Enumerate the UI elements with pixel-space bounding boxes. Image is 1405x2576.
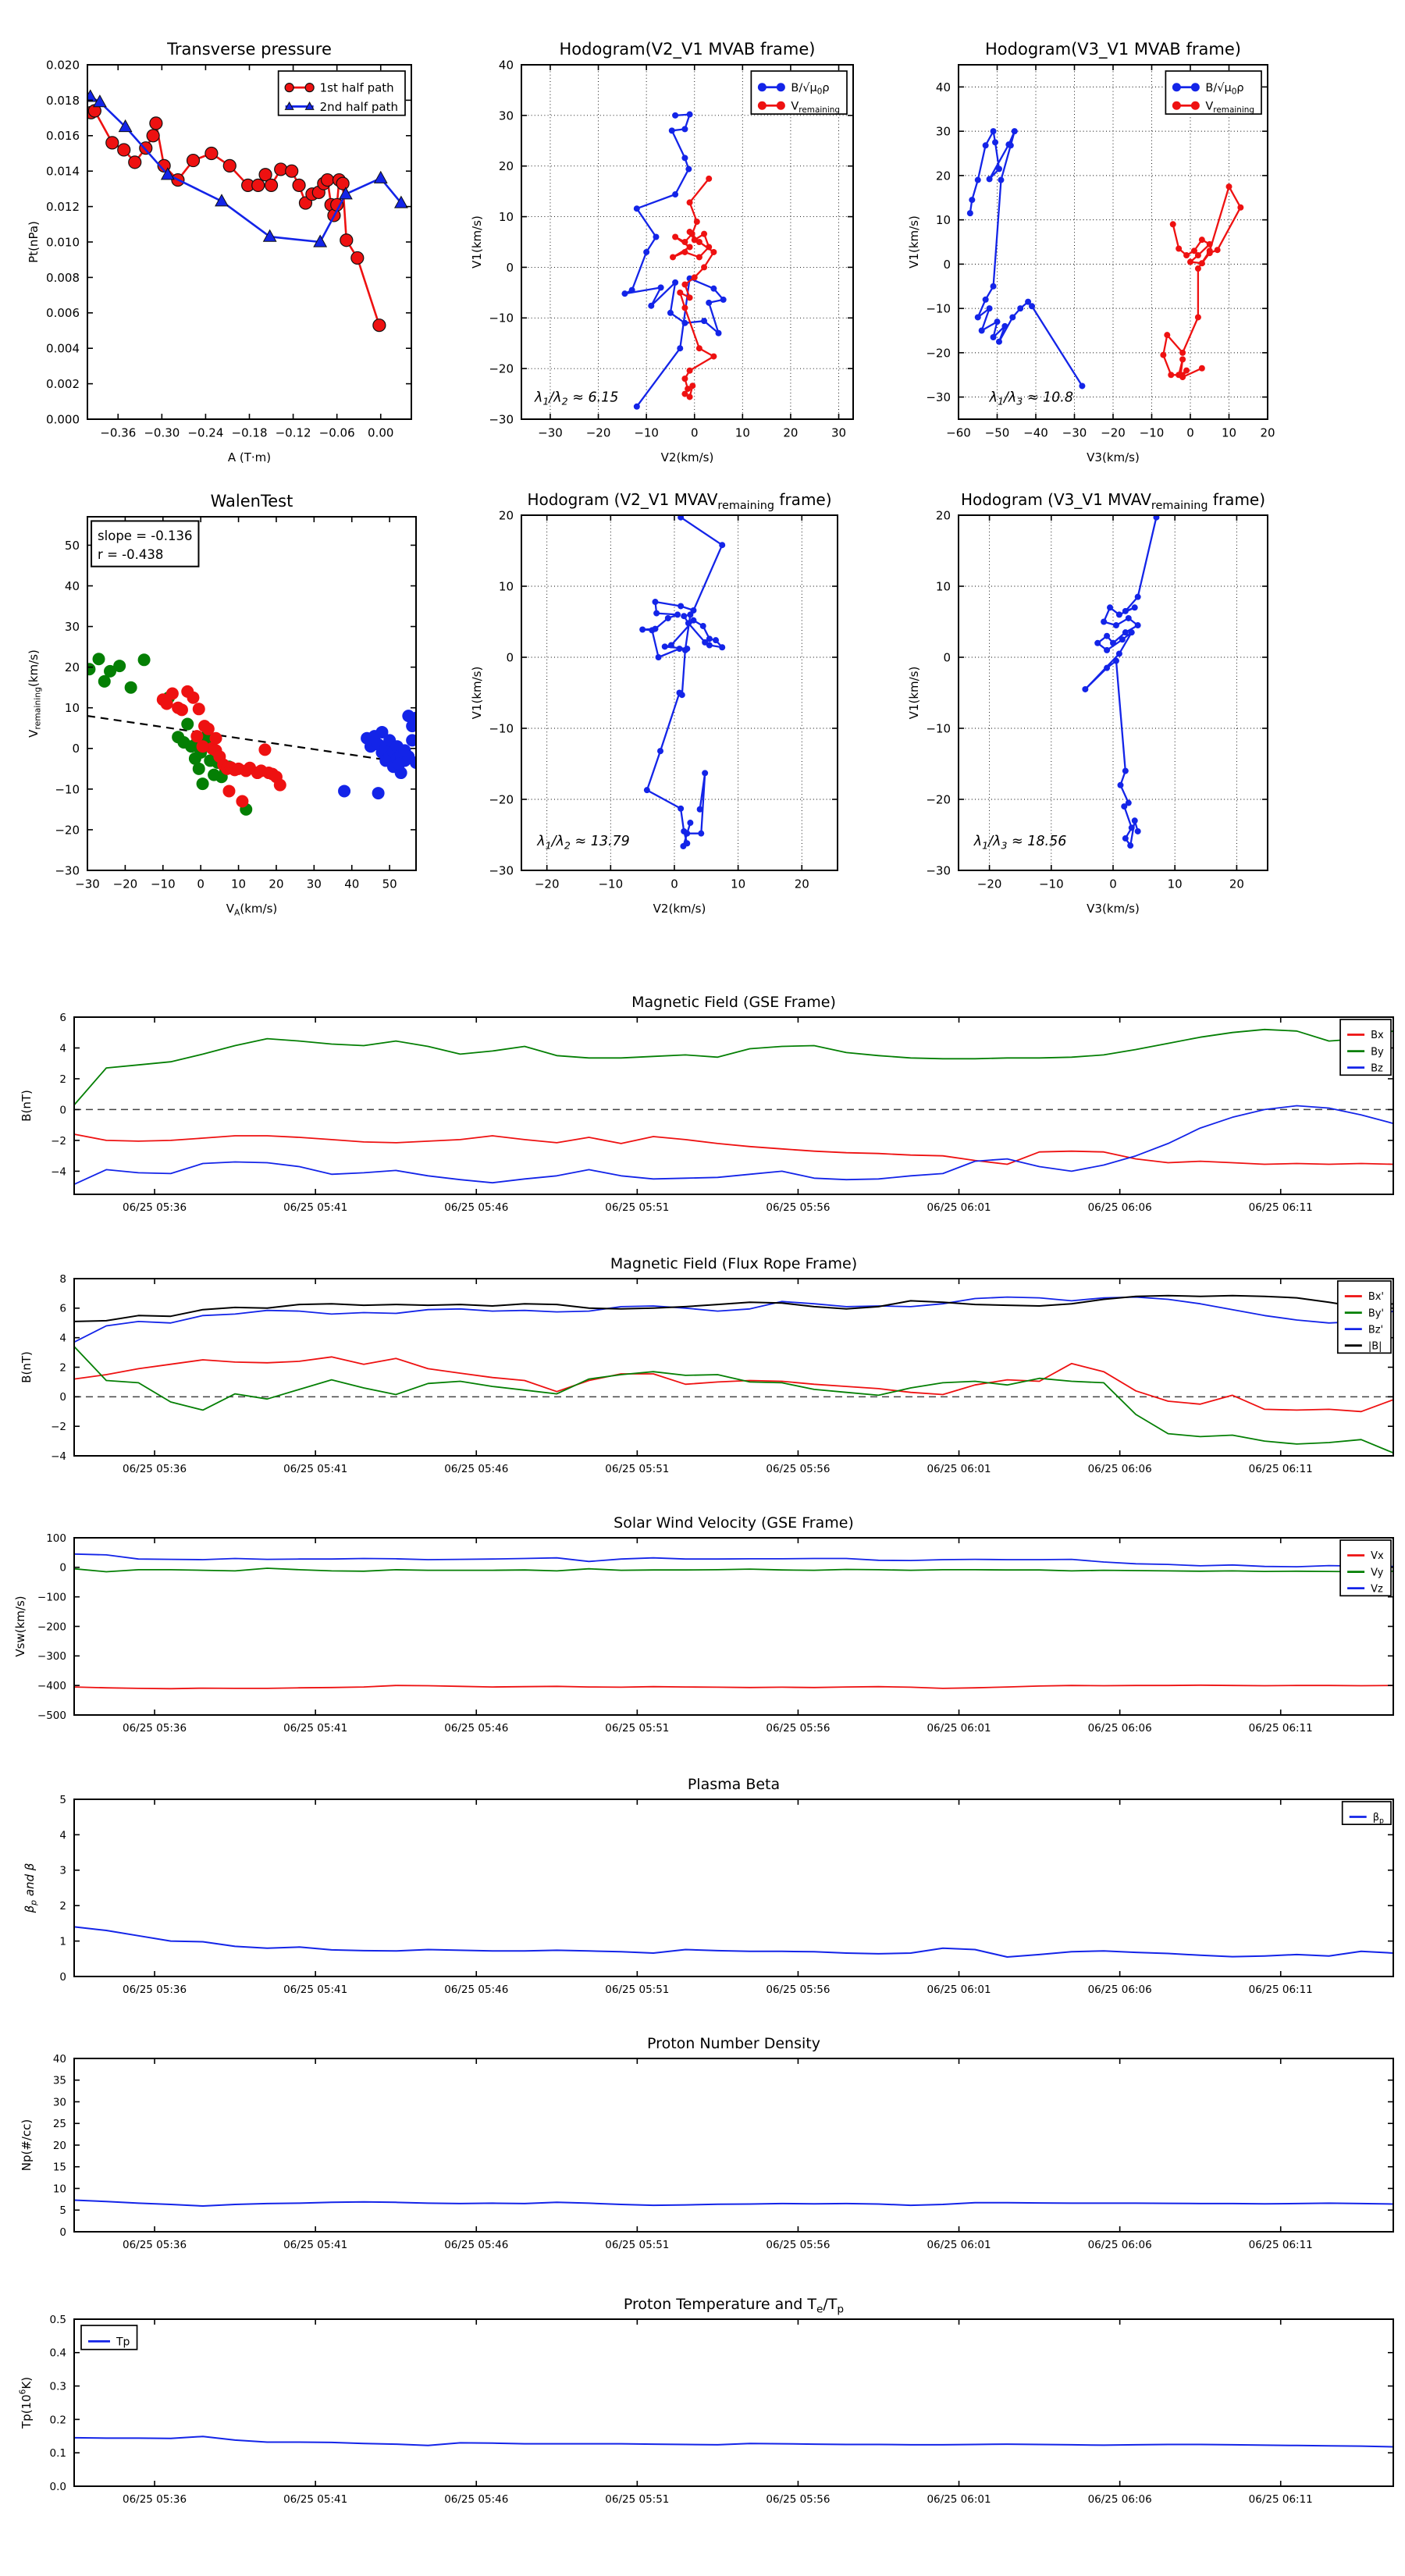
svg-text:06/25 05:36: 06/25 05:36 [122, 1721, 187, 1735]
svg-text:4: 4 [59, 1332, 66, 1345]
svg-text:Solar Wind Velocity (GSE Frame: Solar Wind Velocity (GSE Frame) [614, 1514, 854, 1532]
svg-text:Proton Temperature and Te/Tp: Proton Temperature and $T_e/T_p$ [623, 2296, 845, 2316]
svg-text:−50: −50 [984, 425, 1010, 440]
svg-text:35: 35 [52, 2074, 66, 2087]
svg-text:Tp: Tp [116, 2336, 130, 2349]
svg-text:Magnetic Field (GSE Frame): Magnetic Field (GSE Frame) [631, 994, 836, 1011]
svg-text:βp and β: $\beta_p$ and β [23, 1863, 39, 1913]
svg-text:By: By [1371, 1046, 1384, 1059]
svg-text:−10: −10 [489, 721, 514, 736]
svg-text:06/25 05:51: 06/25 05:51 [605, 2238, 670, 2251]
svg-text:−20: −20 [112, 877, 138, 891]
svg-text:VA(km/s): $V_A(km/s)$ [226, 902, 278, 918]
svg-text:−30: −30 [489, 412, 514, 427]
svg-text:20: 20 [52, 2139, 66, 2152]
svg-text:10: 10 [1221, 425, 1237, 440]
svg-text:−20: −20 [55, 823, 80, 838]
svg-text:−0.12: −0.12 [275, 425, 311, 440]
chart-hodogram-v2v1-mvab [470, 40, 853, 464]
svg-text:06/25 06:06: 06/25 06:06 [1087, 2238, 1152, 2251]
svg-text:06/25 05:46: 06/25 05:46 [444, 1983, 509, 1996]
svg-text:06/25 05:46: 06/25 05:46 [444, 1462, 509, 1475]
svg-text:40: 40 [935, 80, 951, 94]
svg-text:0.004: 0.004 [46, 341, 80, 356]
chart-transverse-pressure [27, 40, 411, 464]
svg-text:0.3: 0.3 [49, 2380, 66, 2393]
svg-text:06/25 05:36: 06/25 05:36 [122, 2492, 187, 2506]
svg-text:06/25 05:56: 06/25 05:56 [766, 1721, 831, 1735]
svg-text:−300: −300 [37, 1650, 66, 1663]
svg-text:−20: −20 [489, 361, 514, 376]
svg-text:3: 3 [59, 1864, 66, 1877]
svg-text:0.006: 0.006 [46, 306, 80, 321]
proton-temperature-plot [17, 2296, 1393, 2506]
svg-text:06/25 05:41: 06/25 05:41 [283, 1462, 348, 1475]
svg-text:0: 0 [59, 1391, 66, 1404]
svg-text:06/25 05:51: 06/25 05:51 [605, 2492, 670, 2506]
svg-text:−200: −200 [37, 1621, 66, 1634]
svg-text:100: 100 [46, 1532, 66, 1545]
svg-text:V1(km/s): V1(km/s) [907, 215, 921, 269]
svg-text:20: 20 [935, 508, 951, 523]
svg-text:By': By' [1368, 1308, 1384, 1320]
svg-text:V2(km/s): V2(km/s) [660, 450, 714, 464]
svg-text:0.010: 0.010 [46, 235, 80, 250]
svg-text:Vsw(km/s): Vsw(km/s) [13, 1596, 27, 1657]
svg-text:06/25 05:51: 06/25 05:51 [605, 1983, 670, 1996]
svg-text:06/25 06:01: 06/25 06:01 [927, 2238, 991, 2251]
magnetic-field-gse-plot [20, 994, 1393, 1214]
svg-text:06/25 06:11: 06/25 06:11 [1248, 2492, 1313, 2506]
svg-text:0.012: 0.012 [46, 200, 80, 214]
svg-text:5: 5 [59, 2204, 66, 2218]
svg-text:30: 30 [498, 109, 514, 123]
svg-text:−30: −30 [1062, 425, 1087, 440]
svg-text:10: 10 [1167, 877, 1183, 891]
svg-text:−20: −20 [926, 346, 951, 361]
svg-text:06/25 05:36: 06/25 05:36 [122, 1201, 187, 1214]
svg-text:06/25 05:41: 06/25 05:41 [283, 2238, 348, 2251]
svg-text:20: 20 [64, 660, 80, 675]
svg-text:06/25 05:51: 06/25 05:51 [605, 1201, 670, 1214]
svg-text:λ1/λ2 ≈ 13.79: $\lambda_1/\lambda_2 \approx 13.79$ [537, 834, 630, 852]
svg-text:10: 10 [935, 579, 951, 594]
svg-text:WalenTest: WalenTest [210, 492, 293, 511]
svg-text:−0.30: −0.30 [144, 425, 180, 440]
svg-text:10: 10 [231, 877, 247, 891]
svg-text:6: 6 [59, 1302, 66, 1315]
svg-text:06/25 05:51: 06/25 05:51 [605, 1721, 670, 1735]
svg-text:06/25 06:01: 06/25 06:01 [927, 1721, 991, 1735]
svg-text:0: 0 [72, 742, 80, 756]
svg-text:−60: −60 [946, 425, 971, 440]
hodogram-v2v1-mvab-plot [470, 40, 853, 464]
svg-text:06/25 05:56: 06/25 05:56 [766, 1462, 831, 1475]
svg-text:Proton Number Density: Proton Number Density [647, 2035, 820, 2052]
svg-text:|B|: |B| [1368, 1340, 1382, 1353]
svg-text:06/25 06:11: 06/25 06:11 [1248, 1721, 1313, 1735]
svg-text:06/25 05:56: 06/25 05:56 [766, 1201, 831, 1214]
svg-text:−10: −10 [926, 301, 951, 316]
chart-magnetic-field-gse [20, 994, 1393, 1214]
svg-text:−4: −4 [51, 1450, 66, 1463]
chart-proton-temperature [17, 2296, 1393, 2506]
svg-text:0: 0 [59, 1561, 66, 1574]
svg-text:30: 30 [306, 877, 322, 891]
svg-text:−0.24: −0.24 [187, 425, 224, 440]
svg-text:λ1/λ3 ≈ 10.8: $\lambda_1/\lambda_3 \approx 10.8$ [989, 390, 1074, 407]
svg-text:Hodogram(V2_V1 MVAB frame): Hodogram(V2_V1 MVAB frame) [559, 40, 816, 59]
svg-text:0: 0 [690, 425, 699, 440]
svg-text:−20: −20 [976, 877, 1002, 891]
svg-text:−0.36: −0.36 [100, 425, 137, 440]
svg-text:1st half path: 1st half path [319, 80, 394, 95]
svg-text:Bx: Bx [1371, 1030, 1384, 1042]
svg-text:−2: −2 [51, 1421, 66, 1434]
svg-text:0.000: 0.000 [46, 412, 80, 427]
svg-text:40: 40 [52, 2052, 66, 2065]
svg-text:10: 10 [935, 213, 951, 228]
svg-text:V2(km/s): V2(km/s) [653, 902, 706, 916]
svg-text:06/25 05:46: 06/25 05:46 [444, 1201, 509, 1214]
svg-text:Magnetic Field (Flux Rope Fram: Magnetic Field (Flux Rope Frame) [610, 1255, 858, 1272]
svg-text:20: 20 [794, 877, 809, 891]
svg-text:Bz': Bz' [1368, 1324, 1384, 1336]
svg-text:Hodogram(V3_V1 MVAB frame): Hodogram(V3_V1 MVAB frame) [985, 40, 1241, 59]
svg-text:V1(km/s): V1(km/s) [907, 666, 921, 720]
svg-text:Plasma Beta: Plasma Beta [687, 1776, 781, 1793]
svg-text:0.020: 0.020 [46, 58, 80, 73]
svg-text:−500: −500 [37, 1709, 66, 1722]
svg-text:10: 10 [52, 2183, 66, 2196]
svg-text:0: 0 [1109, 877, 1117, 891]
svg-text:Pt(nPa): Pt(nPa) [27, 221, 41, 263]
svg-text:−30: −30 [55, 863, 80, 878]
svg-text:30: 30 [831, 425, 847, 440]
svg-text:06/25 05:36: 06/25 05:36 [122, 1983, 187, 1996]
svg-text:10: 10 [735, 425, 750, 440]
svg-text:06/25 05:41: 06/25 05:41 [283, 2492, 348, 2506]
transverse-pressure-plot [27, 40, 411, 464]
svg-text:06/25 05:41: 06/25 05:41 [283, 1201, 348, 1214]
svg-text:slope = -0.136: slope = -0.136 [98, 528, 193, 543]
chart-hodogram-v3v1-mvav [907, 490, 1268, 916]
svg-text:Vz: Vz [1371, 1583, 1383, 1596]
svg-text:Tp(106K): $Tp(10^6K)$ [17, 2376, 34, 2429]
svg-text:B/√μ0ρ: $B/√\mu_0\rho$ [1205, 81, 1244, 97]
svg-text:−30: −30 [538, 425, 563, 440]
svg-text:20: 20 [1260, 425, 1275, 440]
svg-text:λ1/λ3 ≈ 18.56: $\lambda_1/\lambda_3 \approx 18.56$ [973, 834, 1067, 852]
svg-text:−20: −20 [489, 792, 514, 807]
svg-text:0: 0 [59, 1970, 66, 1984]
svg-text:15: 15 [52, 2161, 66, 2174]
svg-text:06/25 06:11: 06/25 06:11 [1248, 1462, 1313, 1475]
svg-text:2: 2 [59, 1361, 66, 1375]
solar-wind-velocity-plot [13, 1514, 1393, 1735]
svg-text:−20: −20 [585, 425, 611, 440]
svg-text:06/25 05:56: 06/25 05:56 [766, 1983, 831, 1996]
svg-text:Vremaining(km/s): $V_{remaining}(km/s)$ [27, 649, 43, 738]
svg-text:0: 0 [670, 877, 678, 891]
svg-text:0: 0 [59, 2226, 66, 2239]
svg-text:0.1: 0.1 [49, 2447, 66, 2460]
svg-text:−10: −10 [1139, 425, 1165, 440]
svg-text:−400: −400 [37, 1680, 66, 1693]
svg-text:06/25 05:36: 06/25 05:36 [122, 1462, 187, 1475]
svg-text:−10: −10 [634, 425, 659, 440]
svg-text:−10: −10 [55, 782, 80, 797]
svg-text:−30: −30 [926, 390, 951, 405]
svg-text:10: 10 [64, 701, 80, 716]
chart-magnetic-field-flux-rope [20, 1255, 1393, 1475]
svg-text:B/√μ0ρ: $B/√\mu_0\rho$ [791, 81, 830, 97]
svg-text:V3(km/s): V3(km/s) [1087, 450, 1140, 464]
svg-text:06/25 06:01: 06/25 06:01 [927, 1201, 991, 1214]
svg-text:−30: −30 [489, 863, 514, 878]
chart-solar-wind-velocity [13, 1514, 1393, 1735]
svg-text:06/25 06:11: 06/25 06:11 [1248, 1983, 1313, 1996]
svg-text:−10: −10 [598, 877, 624, 891]
svg-text:2: 2 [59, 1073, 66, 1086]
svg-text:V1(km/s): V1(km/s) [470, 666, 484, 720]
svg-text:λ1/λ2 ≈ 6.15: $\lambda_1/\lambda_2 \approx 6.15$ [535, 390, 619, 407]
svg-text:−10: −10 [1038, 877, 1064, 891]
svg-text:−2: −2 [51, 1134, 66, 1147]
svg-text:06/25 05:46: 06/25 05:46 [444, 2492, 509, 2506]
svg-text:4: 4 [59, 1042, 66, 1055]
svg-text:30: 30 [935, 124, 951, 139]
svg-text:0: 0 [59, 1104, 66, 1117]
svg-text:06/25 05:41: 06/25 05:41 [283, 1983, 348, 1996]
svg-text:0.5: 0.5 [49, 2313, 66, 2326]
svg-text:06/25 06:06: 06/25 06:06 [1087, 1462, 1152, 1475]
svg-text:Vremaining: $V_{remaining}$ [791, 100, 840, 115]
svg-text:10: 10 [498, 209, 514, 224]
svg-text:20: 20 [783, 425, 799, 440]
svg-text:10: 10 [731, 877, 746, 891]
svg-text:06/25 06:01: 06/25 06:01 [927, 1462, 991, 1475]
svg-text:20: 20 [269, 877, 284, 891]
svg-text:06/25 05:51: 06/25 05:51 [605, 1462, 670, 1475]
svg-text:06/25 05:56: 06/25 05:56 [766, 2238, 831, 2251]
svg-text:Vx: Vx [1371, 1550, 1384, 1563]
svg-text:06/25 06:06: 06/25 06:06 [1087, 2492, 1152, 2506]
svg-text:06/25 05:46: 06/25 05:46 [444, 2238, 509, 2251]
svg-text:Hodogram (V3_V1 MVAVremaining: Hodogram (V3_V1 $MVAV_{remaining}$ frame) [960, 490, 1266, 512]
svg-text:Vy: Vy [1371, 1567, 1384, 1579]
svg-text:0: 0 [506, 260, 514, 275]
svg-text:V1(km/s): V1(km/s) [470, 215, 484, 269]
svg-text:06/25 05:46: 06/25 05:46 [444, 1721, 509, 1735]
svg-text:5: 5 [59, 1793, 66, 1806]
svg-text:0.002: 0.002 [46, 377, 80, 391]
svg-text:−40: −40 [1023, 425, 1048, 440]
svg-text:0.018: 0.018 [46, 93, 80, 108]
svg-text:40: 40 [498, 58, 514, 73]
svg-text:−10: −10 [926, 721, 951, 736]
svg-text:40: 40 [64, 578, 80, 593]
svg-text:06/25 06:11: 06/25 06:11 [1248, 1201, 1313, 1214]
svg-text:0: 0 [506, 650, 514, 665]
svg-text:10: 10 [498, 579, 514, 594]
svg-text:V3(km/s): V3(km/s) [1087, 902, 1140, 916]
svg-text:25: 25 [52, 2118, 66, 2131]
svg-text:r = -0.438: r = -0.438 [98, 546, 164, 562]
svg-text:−10: −10 [489, 311, 514, 326]
svg-text:20: 20 [498, 159, 514, 174]
svg-text:0.014: 0.014 [46, 164, 80, 179]
hodogram-v3v1-mvab-plot [907, 40, 1275, 464]
svg-text:06/25 06:01: 06/25 06:01 [927, 1983, 991, 1996]
svg-text:0: 0 [943, 650, 951, 665]
svg-text:0.2: 0.2 [49, 2414, 66, 2427]
svg-text:06/25 06:11: 06/25 06:11 [1248, 2238, 1313, 2251]
svg-text:6: 6 [59, 1011, 66, 1024]
svg-text:−30: −30 [75, 877, 100, 891]
svg-text:06/25 06:06: 06/25 06:06 [1087, 1721, 1152, 1735]
svg-text:−30: −30 [926, 863, 951, 878]
chart-plasma-beta [23, 1776, 1393, 1996]
svg-text:Bx': Bx' [1368, 1291, 1384, 1304]
svg-text:−0.18: −0.18 [231, 425, 268, 440]
svg-text:20: 20 [935, 169, 951, 183]
chart-hodogram-v2v1-mvav [470, 490, 838, 916]
proton-number-density-plot [20, 2035, 1393, 2251]
svg-text:−20: −20 [1101, 425, 1126, 440]
svg-text:30: 30 [52, 2096, 66, 2109]
svg-text:−20: −20 [926, 792, 951, 807]
svg-text:0.00: 0.00 [368, 425, 394, 440]
magnetic-field-flux-rope-plot [20, 1255, 1393, 1475]
svg-text:30: 30 [64, 619, 80, 634]
svg-text:−4: −4 [51, 1165, 66, 1179]
svg-text:06/25 05:41: 06/25 05:41 [283, 1721, 348, 1735]
svg-text:06/25 06:01: 06/25 06:01 [927, 2492, 991, 2506]
svg-text:B(nT): B(nT) [20, 1351, 34, 1383]
svg-text:20: 20 [498, 508, 514, 523]
svg-text:06/25 05:36: 06/25 05:36 [122, 2238, 187, 2251]
svg-text:0.008: 0.008 [46, 270, 80, 285]
svg-text:Transverse pressure: Transverse pressure [167, 40, 332, 59]
svg-text:50: 50 [382, 877, 397, 891]
svg-text:06/25 05:56: 06/25 05:56 [766, 2492, 831, 2506]
svg-text:1: 1 [59, 1935, 66, 1948]
svg-text:−100: −100 [37, 1591, 66, 1604]
chart-hodogram-v3v1-mvab [907, 40, 1275, 464]
svg-text:0: 0 [1186, 425, 1194, 440]
svg-text:8: 8 [59, 1272, 66, 1286]
svg-text:0.4: 0.4 [49, 2347, 66, 2360]
svg-text:06/25 06:06: 06/25 06:06 [1087, 1201, 1152, 1214]
svg-text:Hodogram (V2_V1 MVAVremaining: Hodogram (V2_V1 $MVAV_{remaining}$ frame) [527, 490, 832, 512]
hodogram-v2v1-mvav-plot [470, 490, 838, 916]
svg-text:Np(#/cc): Np(#/cc) [20, 2119, 34, 2172]
svg-text:−10: −10 [150, 877, 176, 891]
svg-text:0: 0 [197, 877, 205, 891]
svg-text:2: 2 [59, 1900, 66, 1913]
chart-walen-test [27, 492, 416, 918]
chart-proton-number-density [20, 2035, 1393, 2251]
svg-text:A (T·m): A (T·m) [227, 450, 272, 464]
svg-text:B(nT): B(nT) [20, 1090, 34, 1122]
svg-text:0.016: 0.016 [46, 129, 80, 144]
svg-text:Vremaining: $V_{remaining}$ [1205, 100, 1254, 115]
svg-text:20: 20 [1229, 877, 1244, 891]
svg-text:0: 0 [943, 257, 951, 272]
svg-text:2nd half path: 2nd half path [319, 99, 398, 114]
hodogram-v3v1-mvav-plot [907, 490, 1268, 916]
svg-text:−0.06: −0.06 [318, 425, 355, 440]
svg-text:40: 40 [344, 877, 360, 891]
svg-text:−20: −20 [534, 877, 560, 891]
svg-text:βp: $\beta_p$ [1372, 1812, 1384, 1826]
svg-text:50: 50 [64, 538, 80, 553]
walen-test-plot [27, 492, 416, 918]
svg-text:4: 4 [59, 1829, 66, 1842]
svg-text:06/25 06:06: 06/25 06:06 [1087, 1983, 1152, 1996]
svg-text:Bz: Bz [1371, 1062, 1383, 1075]
svg-text:0.0: 0.0 [49, 2480, 66, 2493]
